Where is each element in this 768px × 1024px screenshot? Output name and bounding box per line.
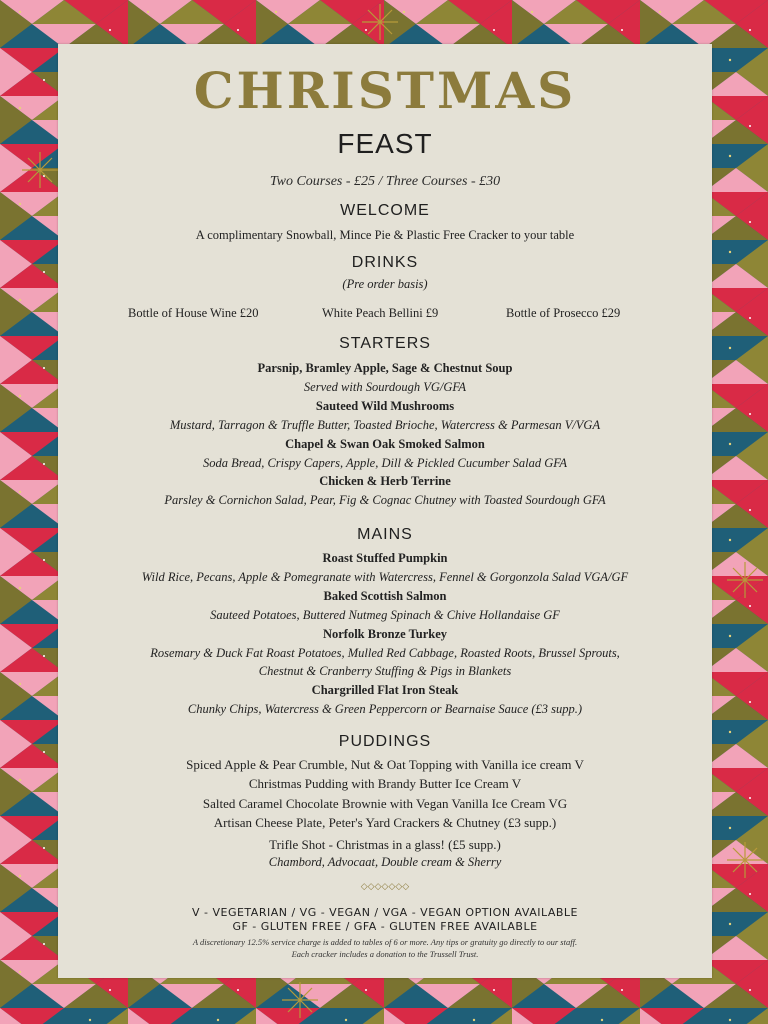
drinks-list: [58, 306, 712, 322]
drink-item: White Peach Bellini £9: [322, 306, 439, 320]
dish-name: Baked Scottish Salmon: [323, 589, 447, 603]
starters-heading: STARTERS: [339, 335, 431, 352]
dish-name: Chicken & Herb Terrine: [319, 474, 451, 488]
ornament-divider: ◇◇◇◇◇◇◇: [360, 882, 410, 892]
menu-card: [58, 44, 712, 978]
pudding-item: Spiced Apple & Pear Crumble, Nut & Oat Topping with Vanilla ice cream V: [186, 757, 584, 772]
dish-name: Sauteed Wild Mushrooms: [315, 399, 455, 413]
pudding-item: Artisan Cheese Plate, Peter's Yard Crackers & Chutney (£3 supp.): [213, 815, 557, 830]
dish-name: Chargrilled Flat Iron Steak: [311, 683, 459, 697]
welcome-heading: WELCOME: [340, 202, 430, 219]
drink-item: Bottle of House Wine £20: [128, 306, 259, 320]
dietary-legend-line2: GF - GLUTEN FREE / GFA - GLUTEN FREE AVAILABLE: [232, 920, 538, 933]
menu-title: CHRISTMAS: [193, 61, 577, 120]
service-charge-note: A discretionary 12.5% service charge is added to tables of 6 or more. Any tips or gratuity go directly to our staff.: [192, 937, 578, 947]
dish-desc: Rosemary & Duck Fat Roast Potatoes, Mulled Red Cabbage, Roasted Roots, Brussel Sprouts,: [150, 646, 620, 660]
dish-desc: Sauteed Potatoes, Buttered Nutmeg Spinach & Chive Hollandaise GF: [210, 608, 560, 622]
dish-desc: Chunky Chips, Watercress & Green Peppercorn or Bearnaise Sauce (£3 supp.): [187, 702, 583, 716]
puddings-heading: PUDDINGS: [338, 733, 432, 750]
dietary-legend-line1: V - VEGETARIAN / VG - VEGAN / VGA - VEGAN OPTION AVAILABLE: [192, 906, 578, 919]
drink-item: Bottle of Prosecco £29: [506, 306, 621, 320]
dish-name: Parsnip, Bramley Apple, Sage & Chestnut Soup: [257, 361, 513, 375]
cracker-donation-note: Each cracker includes a donation to the Trussell Trust.: [291, 949, 479, 959]
mains-heading: MAINS: [357, 526, 413, 543]
pudding-item: Salted Caramel Chocolate Brownie with Vegan Vanilla Ice Cream VG: [202, 796, 568, 811]
pudding-desc: Chambord, Advocaat, Double cream & Sherry: [268, 855, 502, 869]
dish-desc-continued: Chestnut & Cranberry Stuffing & Pigs in Blankets: [258, 664, 512, 678]
dish-desc: Soda Bread, Crispy Capers, Apple, Dill & Pickled Cucumber Salad GFA: [203, 456, 567, 470]
dish-name: Roast Stuffed Pumpkin: [322, 551, 448, 565]
drinks-note: (Pre order basis): [342, 277, 428, 291]
price-line: Two Courses - £25 / Three Courses - £30: [269, 174, 501, 189]
dish-desc: Mustard, Tarragon & Truffle Butter, Toasted Brioche, Watercress & Parmesan V/VGA: [169, 418, 601, 432]
dish-desc: Served with Sourdough VG/GFA: [303, 380, 467, 394]
dish-desc: Parsley & Cornichon Salad, Pear, Fig & Cognac Chutney with Toasted Sourdough GFA: [164, 493, 606, 507]
dish-name: Norfolk Bronze Turkey: [322, 627, 448, 641]
pudding-item: Trifle Shot - Christmas in a glass! (£5 supp.): [269, 837, 501, 852]
pudding-item: Christmas Pudding with Brandy Butter Ice Cream V: [248, 776, 522, 791]
dish-desc: Wild Rice, Pecans, Apple & Pomegranate with Watercress, Fennel & Gorgonzola Salad VGA/GF: [141, 570, 629, 584]
menu-subtitle: FEAST: [337, 128, 433, 159]
welcome-text: A complimentary Snowball, Mince Pie & Plastic Free Cracker to your table: [195, 228, 575, 242]
dish-name: Chapel & Swan Oak Smoked Salmon: [285, 437, 485, 451]
drinks-heading: DRINKS: [351, 254, 419, 271]
